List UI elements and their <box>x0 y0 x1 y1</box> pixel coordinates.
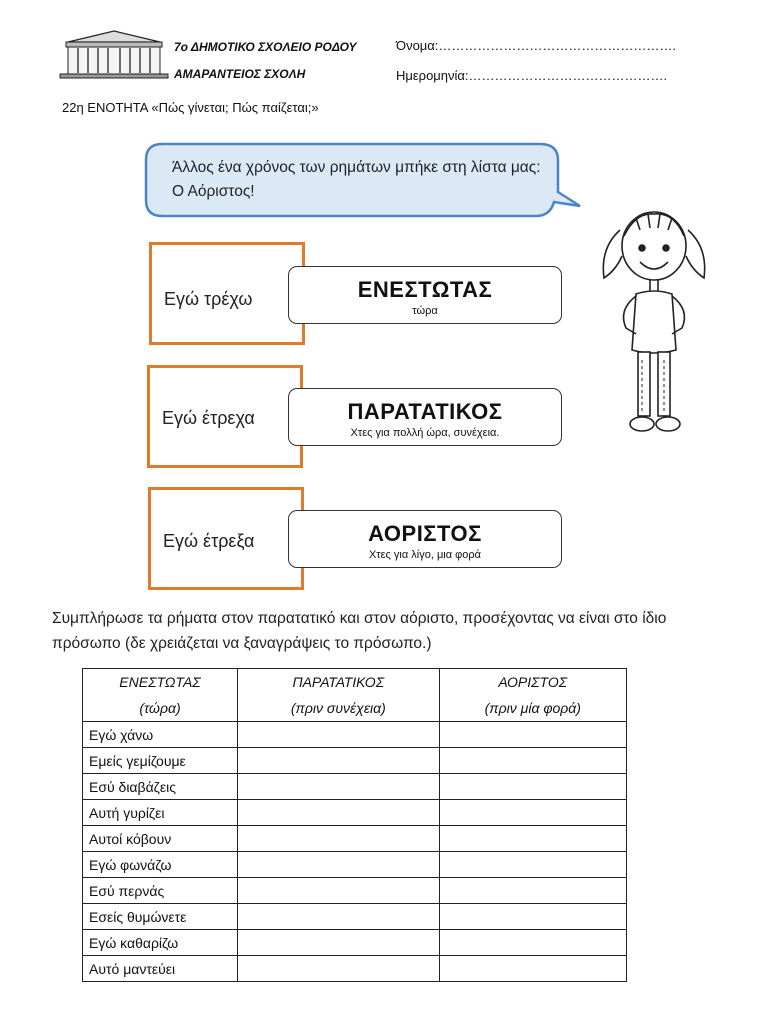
name-field[interactable]: Όνομα:………………………………………………. <box>396 38 677 53</box>
present-verb: Εγώ καθαρίζω <box>83 930 238 956</box>
table-row <box>83 930 627 956</box>
aorist-answer-cell[interactable] <box>439 878 626 904</box>
header-aorist-sub: (πριν μία φορά) <box>439 695 626 722</box>
unit-title: 22η ΕΝΟΤΗΤΑ «Πώς γίνεται; Πώς παίζεται;» <box>62 100 319 115</box>
verb-table <box>82 668 627 982</box>
table-row <box>83 748 627 774</box>
present-verb: Εμείς γεμίζουμε <box>83 748 238 774</box>
header-aorist: ΑΟΡΙΣΤΟΣ <box>439 669 626 696</box>
aorist-answer-cell[interactable] <box>439 852 626 878</box>
table-row <box>83 878 627 904</box>
aorist-answer-cell[interactable] <box>439 826 626 852</box>
table-row <box>83 800 627 826</box>
girl-illustration <box>596 200 712 450</box>
example-box-present <box>149 242 305 345</box>
present-verb: Αυτή γυρίζει <box>83 800 238 826</box>
imperfect-answer-cell[interactable] <box>237 826 439 852</box>
aorist-answer-cell[interactable] <box>439 722 626 748</box>
tense-box-present <box>288 266 562 324</box>
table-row <box>83 722 627 748</box>
aorist-answer-cell[interactable] <box>439 956 626 982</box>
imperfect-answer-cell[interactable] <box>237 904 439 930</box>
aorist-answer-cell[interactable] <box>439 930 626 956</box>
school-subtitle: ΑΜΑΡΑΝΤΕΙΟΣ ΣΧΟΛΗ <box>174 67 306 81</box>
header-imperfect: ΠΑΡΑΤΑΤΙΚΟΣ <box>237 669 439 696</box>
imperfect-answer-cell[interactable] <box>237 878 439 904</box>
aorist-answer-cell[interactable] <box>439 800 626 826</box>
header-imperfect-sub: (πριν συνέχεια) <box>237 695 439 722</box>
present-verb: Εσείς θυμώνετε <box>83 904 238 930</box>
present-verb: Εγώ φωνάζω <box>83 852 238 878</box>
table-row <box>83 956 627 982</box>
speech-bubble-text: Άλλος ένα χρόνος των ρημάτων μπήκε στη λίστα μας: Ο Αόριστος! <box>172 159 541 200</box>
aorist-answer-cell[interactable] <box>439 904 626 930</box>
imperfect-answer-cell[interactable] <box>237 774 439 800</box>
tense-box-imperfect <box>288 388 562 446</box>
imperfect-answer-cell[interactable] <box>237 800 439 826</box>
aorist-answer-cell[interactable] <box>439 748 626 774</box>
header-present: ΕΝΕΣΤΩΤΑΣ <box>83 669 238 696</box>
present-verb: Εσύ περνάς <box>83 878 238 904</box>
tense-title-aorist: ΑΟΡΙΣΤΟΣ <box>368 521 482 546</box>
example-box-imperfect <box>147 365 303 468</box>
tense-hint-aorist: Χτες για λίγο, μια φορά <box>368 549 482 561</box>
imperfect-answer-cell[interactable] <box>237 956 439 982</box>
tense-hint-present: τώρα <box>412 305 438 317</box>
present-verb: Αυτοί κόβουν <box>83 826 238 852</box>
present-verb: Εγώ χάνω <box>83 722 238 748</box>
example-imperfect: Εγώ έτρεχα <box>162 408 255 428</box>
table-row <box>83 774 627 800</box>
example-aorist: Εγώ έτρεξα <box>163 531 255 551</box>
date-field[interactable]: Ημερομηνία:………………………………………. <box>396 68 668 83</box>
table-row <box>83 852 627 878</box>
present-verb: Εσύ διαβάζεις <box>83 774 238 800</box>
imperfect-answer-cell[interactable] <box>237 722 439 748</box>
tense-title-present: ΕΝΕΣΤΩΤΑΣ <box>357 277 493 302</box>
imperfect-answer-cell[interactable] <box>237 852 439 878</box>
instructions-text: Συμπλήρωσε τα ρήματα στον παρατατικό και στον αόριστο, προσέχοντας να είναι στο ίδιο πρόσωπο (δε χρειάζεται να ξαναγράψεις το πρόσωπο.) <box>52 610 667 652</box>
aorist-answer-cell[interactable] <box>439 774 626 800</box>
present-verb: Αυτό μαντεύει <box>83 956 238 982</box>
example-present: Εγώ τρέχω <box>164 289 253 309</box>
table-row <box>83 904 627 930</box>
imperfect-answer-cell[interactable] <box>237 748 439 774</box>
tense-box-aorist <box>288 510 562 568</box>
tense-hint-imperfect: Χτες για πολλή ώρα, συνέχεια. <box>350 427 500 439</box>
header-present-sub: (τώρα) <box>83 695 238 722</box>
imperfect-answer-cell[interactable] <box>237 930 439 956</box>
school-building-icon <box>58 28 170 80</box>
example-box-aorist <box>148 487 304 590</box>
school-name: 7ο ΔΗΜΟΤΙΚΟ ΣΧΟΛΕΙΟ ΡΟΔΟΥ <box>174 40 357 54</box>
table-row <box>83 826 627 852</box>
tense-title-imperfect: ΠΑΡΑΤΑΤΙΚΟΣ <box>347 399 503 424</box>
